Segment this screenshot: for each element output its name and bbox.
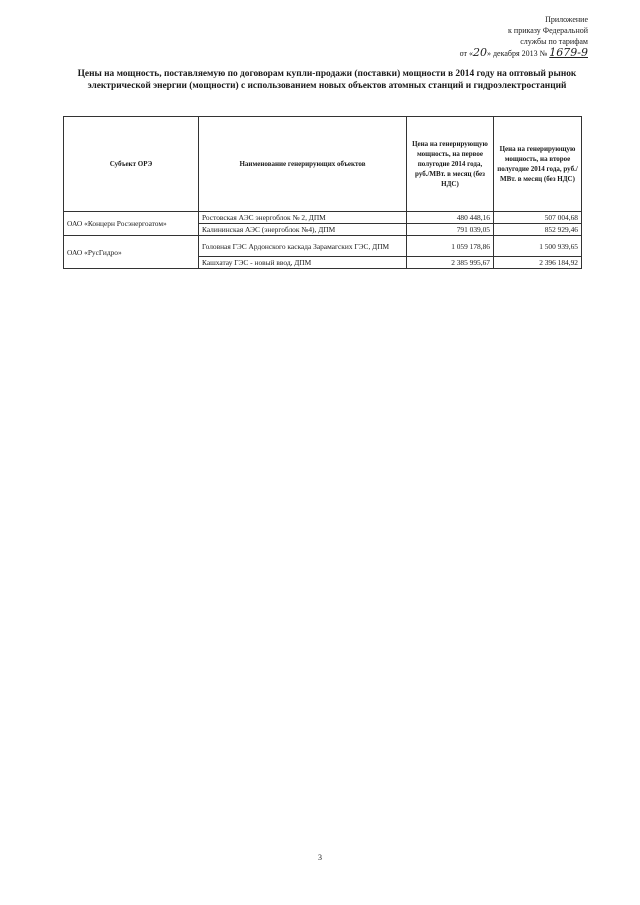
date-middle: » декабря 2013 № xyxy=(486,49,548,58)
header-object: Наименование генерирующих объектов xyxy=(199,117,407,212)
appendix-header xyxy=(460,14,588,59)
object-cell: Калининская АЭС (энергоблок №4), ДПМ xyxy=(199,224,407,236)
price-h2-cell: 507 004,68 xyxy=(494,212,582,224)
table-row xyxy=(64,212,582,224)
price-h1-cell: 791 039,05 xyxy=(407,224,494,236)
order-date-line xyxy=(460,47,588,59)
subject-cell: ОАО «Концерн Росэнергоатом» xyxy=(64,212,199,236)
agency-name: службы по тарифам xyxy=(520,37,588,46)
subject-cell: ОАО «РусГидро» xyxy=(64,236,199,269)
date-prefix: от « xyxy=(459,49,473,58)
header-price-h1: Цена на генерирующую мощность, на первое полугодие 2014 года, руб./МВт. в месяц (без НДС) xyxy=(407,117,494,212)
object-cell: Кашхатау ГЭС - новый ввод, ДПМ xyxy=(199,257,407,269)
price-h2-cell: 1 500 939,65 xyxy=(494,236,582,257)
price-h2-cell: 852 929,46 xyxy=(494,224,582,236)
header-subject: Субъект ОРЭ xyxy=(64,117,199,212)
order-reference: к приказу Федеральной xyxy=(508,26,588,35)
price-h1-cell: 1 059 178,86 xyxy=(407,236,494,257)
price-table xyxy=(63,116,582,269)
price-h1-cell: 480 448,16 xyxy=(407,212,494,224)
price-h2-cell: 2 396 184,92 xyxy=(494,257,582,269)
handwritten-order-number: 1679-9 xyxy=(549,46,588,59)
document-title: Цены на мощность, поставляемую по договорам купли-продажи (поставки) мощности в 2014 году на оптовый рынок электрической энергии (мощности) с использованием новых объектов атомных станций и гидроэлектростанций xyxy=(77,69,577,91)
appendix-label: Приложение xyxy=(545,15,588,24)
object-cell: Ростовская АЭС энергоблок № 2, ДПМ xyxy=(199,212,407,224)
handwritten-day: 20 xyxy=(472,46,487,59)
table-header-row xyxy=(64,117,582,212)
header-price-h2: Цена на генерирующую мощность, на второе полугодие 2014 года, руб./МВт. в месяц (без НДС) xyxy=(494,117,582,212)
table-row xyxy=(64,236,582,257)
page-number: 3 xyxy=(318,853,322,862)
object-cell: Головная ГЭС Ардонского каскада Зарамагских ГЭС, ДПМ xyxy=(199,236,407,257)
price-h1-cell: 2 385 995,67 xyxy=(407,257,494,269)
